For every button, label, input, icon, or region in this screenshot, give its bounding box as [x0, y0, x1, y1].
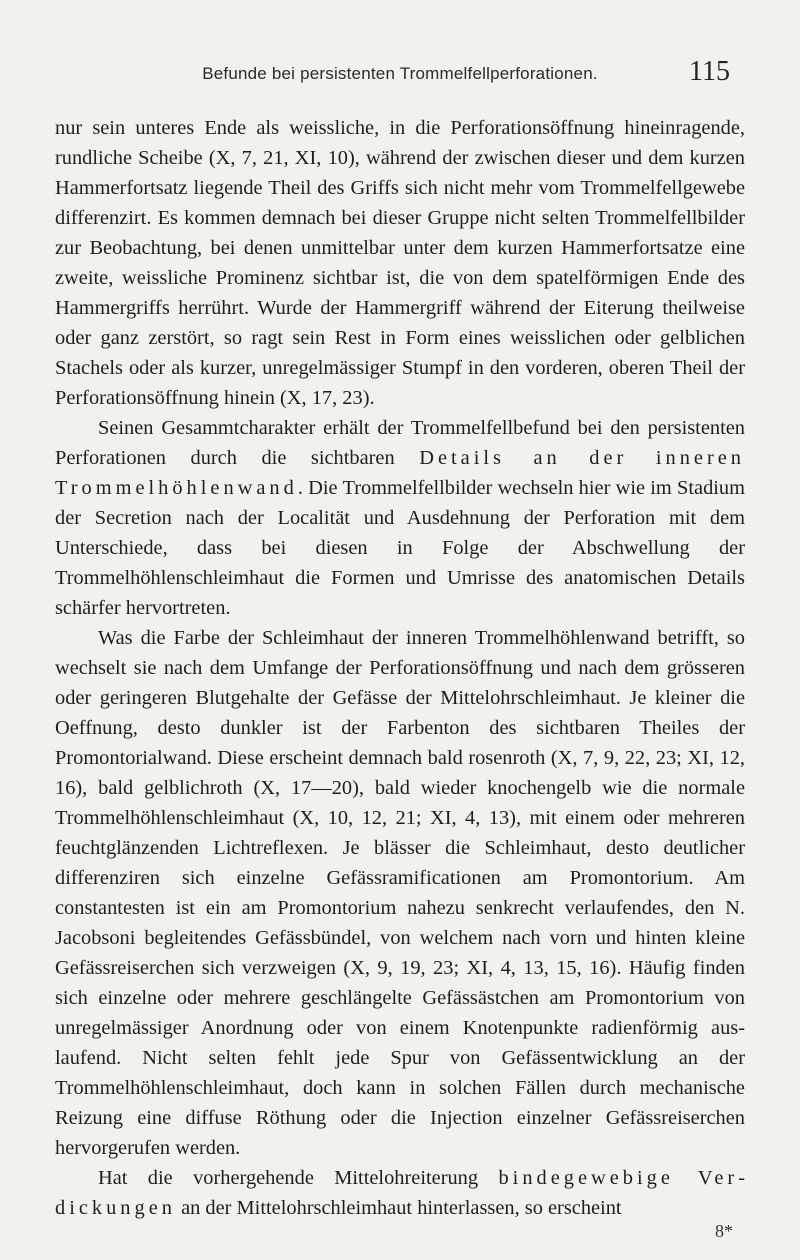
paragraph-2 [55, 413, 745, 623]
paragraph-3-text: Was die Farbe der Schleimhaut der inneren Trommelhöhlenwand betrifft, so wechselt sie nach dem Umfange der Perforationsöffnung und nach dem grösseren oder geringeren Blutgehalte der Gefässe der Mittelohrschleimhaut. Je kleiner die Oeffnung, desto dunkler ist der Farbenton des sichtbaren Theiles der Promontorialwand. Diese erscheint demnach bald rosenroth (X, 7, 9, 22, 23; XI, 12, 16), bald gelblichroth (X, 17—20), bald wieder knochengelb wie die normale Trommelhöhlenschleimhaut (X, 10, 12, 21; XI, 4, 13), mit einem oder mehreren feuchtglänzenden Lichtreflexen. Je blässer die Schleimhaut, desto deutlicher differenziren sich einzelne Gefässramificationen am Promontorium. Am constantesten ist ein am Promontorium nahezu senkrecht verlaufendes, den N. Jacobsoni begleitendes Gefässbündel, von welchem nach vorn und hinten kleine Gefässreiserchen sich verzweigen (X, 9, 19, 23; XI, 4, 13, 15, 16). Häufig finden sich einzelne oder mehrere geschlängelte Gefässästchen am Promontorium von unregelmässiger Anordnung oder von einem Knotenpunkte radienförmig auslaufend. Nicht selten fehlt jede Spur von Gefässentwicklung an der Trommelhöhlenschleimhaut, doch kann in solchen Fällen durch mechanische Reizung eine diffuse Röthung oder die Injection einzelner Gefässreiserchen hervorgerufen werden. [55, 627, 745, 1159]
paragraph-4-text-a: Hat die vorhergehende Mittelohreiterung [98, 1167, 479, 1189]
paragraph-3 [55, 623, 745, 1163]
running-head: Befunde bei persistenten Trommelfellperforationen. [202, 64, 598, 83]
body-text [55, 113, 745, 1223]
paragraph-4-spaced-emphasis: bindegewebige Verdickungen [55, 1167, 745, 1219]
paragraph-2-spaced-emphasis: Details an der inneren Trommelhöhlenwand [55, 447, 745, 499]
paragraph-4-text-c: an der Mittelohrschleimhaut hinterlassen, so erscheint [181, 1197, 622, 1219]
paragraph-1-text: nur sein unteres Ende als weissliche, in die Perforationsöffnung hineinragende, rundliche Scheibe (X, 7, 21, XI, 10), während der zwischen dieser und dem kurzen Hammerfortsatz liegende Theil des Griffs sich nicht mehr vom Trommelfellgewebe differenzirt. Es kommen demnach bei dieser Gruppe nicht selten Trommelfellbilder zur Beobachtung, bei denen unmittelbar unter dem kurzen Hammerfortsatze eine zweite, weissliche Prominenz sichtbar ist, die von dem spatelförmigen Ende des Hammergriffs herrührt. Wurde der Hammergriff während der Eiterung theilweise oder ganz zerstört, so ragt sein Rest in Form eines weisslichen oder gelblichen Stachels oder als kurzer, unregelmässiger Stumpf in den vorderen, oberen Theil der Perforationsöffnung hinein (X, 17, 23). [55, 117, 745, 409]
paragraph-1 [55, 113, 745, 413]
paragraph-4 [55, 1163, 745, 1223]
paragraph-2-text-c: . Die Trommelfellbilder wechseln hier wie im Stadium der Secretion nach der Localität und Ausdehnung der Perforation mit dem Unterschiede, dass bei diesen in Folge der Abschwellung der Trommelhöhlenschleimhaut die Formen und Umrisse des anatomischen Details schärfer hervortreten. [55, 477, 745, 619]
page-header [0, 56, 800, 100]
signature-mark: 8* [715, 1221, 733, 1241]
page-number: 115 [689, 56, 730, 87]
paragraph-2-text-a: Seinen Gesammtcharakter erhält der Trommelfellbefund bei den persistenten Perforationen durch die sichtbaren [55, 417, 745, 469]
